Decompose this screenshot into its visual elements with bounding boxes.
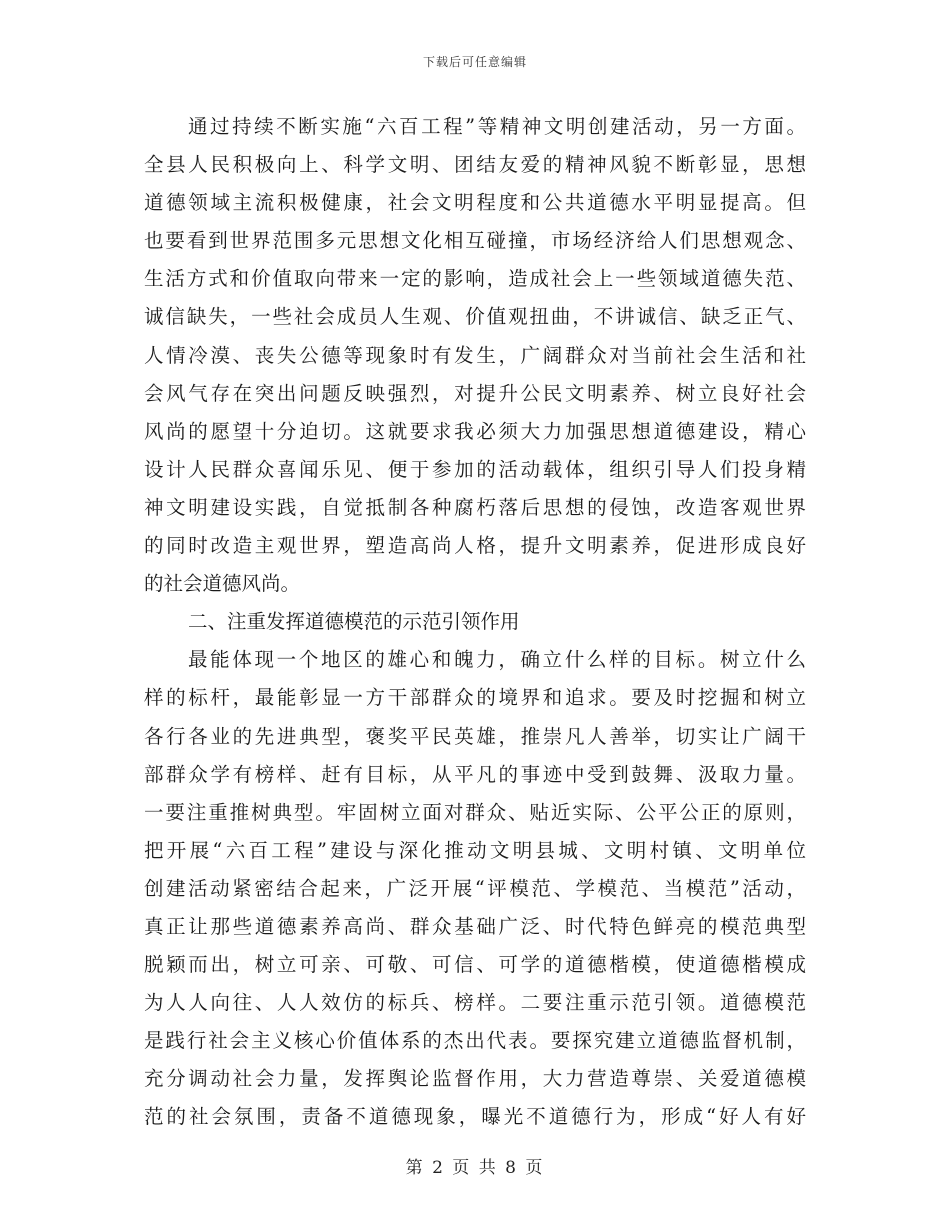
text-line: 设计人民群众喜闻乐见、便于参加的活动载体，组织引导人们投身精 [144,457,806,481]
text-line: 神文明建设实践，自觉抵制各种腐朽落后思想的侵蚀，改造客观世界 [144,495,806,519]
text-line: 全县人民积极向上、科学文明、团结友爱的精神风貌不断彰显，思想 [144,153,806,177]
paragraph [144,641,806,1136]
text-line: 通过持续不断实施“六百工程”等精神文明创建活动，另一方面。 [188,115,806,138]
text-line: 诚信缺失，一些社会成员人生观、价值观扭曲，不讲诚信、缺乏正气、 [144,305,806,329]
text-line: 风尚的愿望十分迫切。这就要求我必须大力加强思想道德建设，精心 [144,419,806,443]
text-line: 是践行社会主义核心价值体系的杰出代表。要探究建立道德监督机制， [144,1029,806,1053]
section-heading [144,603,806,641]
text-line: 为人人向往、人人效仿的标兵、榜样。二要注重示范引领。道德模范 [144,991,806,1015]
text-line: 的同时改造主观世界，塑造高尚人格，提升文明素养，促进形成良好 [144,534,806,558]
text-line: 创建活动紧密结合起来，广泛开展“评模范、学模范、当模范”活动， [144,876,806,900]
document-body [144,108,806,1137]
header-note: 下载后可任意编辑 [422,55,527,69]
text-line: 会风气存在突出问题反映强烈，对提升公民文明素养、树立良好社会 [144,381,806,405]
text-line: 的社会道德风尚。 [144,572,301,596]
text-line: 充分调动社会力量，发挥舆论监督作用，大力营造尊崇、关爱道德模 [144,1067,806,1091]
heading-line: 二、注重发挥道德模范的示范引领作用 [188,610,520,634]
text-line: 样的标杆，最能彰显一方干部群众的境界和追求。要及时挖掘和树立 [144,686,806,710]
text-line: 范的社会氛围，责备不道德现象，曝光不道德行为，形成“好人有好 [144,1105,806,1129]
page-number: 第 2 页 共 8 页 [405,1158,545,1178]
text-line: 脱颖而出，树立可亲、可敬、可信、可学的道德楷模，使道德楷模成 [144,953,806,977]
paragraph [144,108,806,603]
text-line: 各行各业的先进典型，褒奖平民英雄，推崇凡人善举，切实让广阔干 [144,724,806,748]
text-line: 人情冷漠、丧失公德等现象时有发生，广阔群众对当前社会生活和社 [144,343,806,367]
text-line: 部群众学有榜样、赶有目标，从平凡的事迹中受到鼓舞、汲取力量。 [144,762,806,786]
text-line: 把开展“六百工程”建设与深化推动文明县城、文明村镇、文明单位 [144,838,806,862]
text-line: 真正让那些道德素养高尚、群众基础广泛、时代特色鲜亮的模范典型 [144,914,806,938]
text-line: 道德领域主流积极健康，社会文明程度和公共道德水平明显提高。但 [144,191,806,215]
text-line: 也要看到世界范围多元思想文化相互碰撞，市场经济给人们思想观念、 [144,229,806,253]
text-line: 生活方式和价值取向带来一定的影响，造成社会上一些领域道德失范、 [144,267,806,291]
text-line: 最能体现一个地区的雄心和魄力，确立什么样的目标。树立什么 [188,648,806,672]
text-line: 一要注重推树典型。牢固树立面对群众、贴近实际、公平公正的原则， [144,800,806,824]
